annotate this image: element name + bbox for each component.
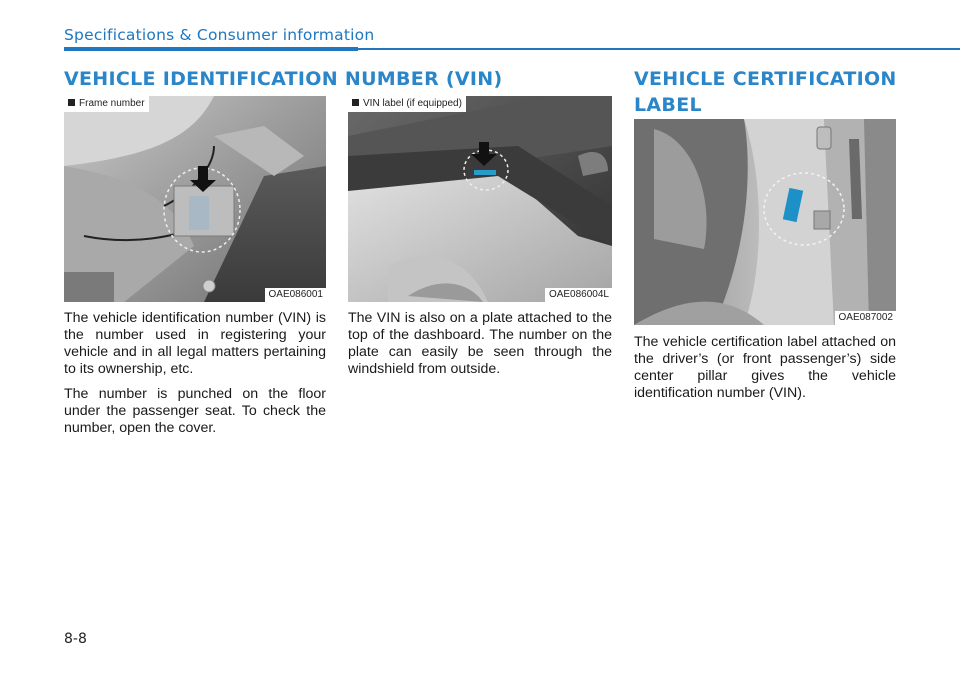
frame-number-figure <box>64 96 326 302</box>
cert-title-line1: VEHICLE CERTIFICATION <box>634 68 897 90</box>
vin-paragraph-1: The vehicle identification number (VIN) is the number used in registering your vehicle and in all legal matters pertaining to its ownership, etc. <box>64 310 326 377</box>
vin-label-figure <box>348 96 612 302</box>
bullet-square-icon <box>352 99 359 106</box>
frame-figure-code: OAE086001 <box>265 288 327 302</box>
vin-section-title: VEHICLE IDENTIFICATION NUMBER (VIN) <box>64 68 503 90</box>
cert-figure-code: OAE087002 <box>835 311 897 325</box>
vin-figure-caption: VIN label (if equipped) <box>348 96 466 112</box>
vin-figure-code: OAE086004L <box>545 288 612 302</box>
vin-paragraph-3: The VIN is also on a plate attached to the top of the dashboard. The number on the plate can easily be seen through the windshield from outside. <box>348 310 612 377</box>
cert-paragraph: The vehicle certification label attached on the driver’s (or front passenger’s) side center pillar gives the vehicle identification number (VIN). <box>634 334 896 401</box>
frame-figure-caption: Frame number <box>64 96 149 112</box>
page-number: 8-8 <box>64 631 87 647</box>
section-header-title: Specifications & Consumer information <box>64 26 375 44</box>
cert-body-column <box>634 334 896 410</box>
vin-label-illustration <box>348 96 612 302</box>
cert-label-figure <box>634 119 896 325</box>
cert-title-line2: LABEL <box>634 94 702 116</box>
frame-number-illustration <box>64 96 326 302</box>
vin-body-column-2 <box>348 310 612 386</box>
vin-paragraph-2: The number is punched on the floor under the passenger seat. To check the number, open the cover. <box>64 386 326 436</box>
header-rule-thick <box>64 47 358 51</box>
bullet-square-icon <box>68 99 75 106</box>
vin-body-column-1 <box>64 310 326 445</box>
header-rule-thin <box>358 48 960 50</box>
cert-section-title <box>634 66 934 118</box>
cert-label-illustration <box>634 119 896 325</box>
